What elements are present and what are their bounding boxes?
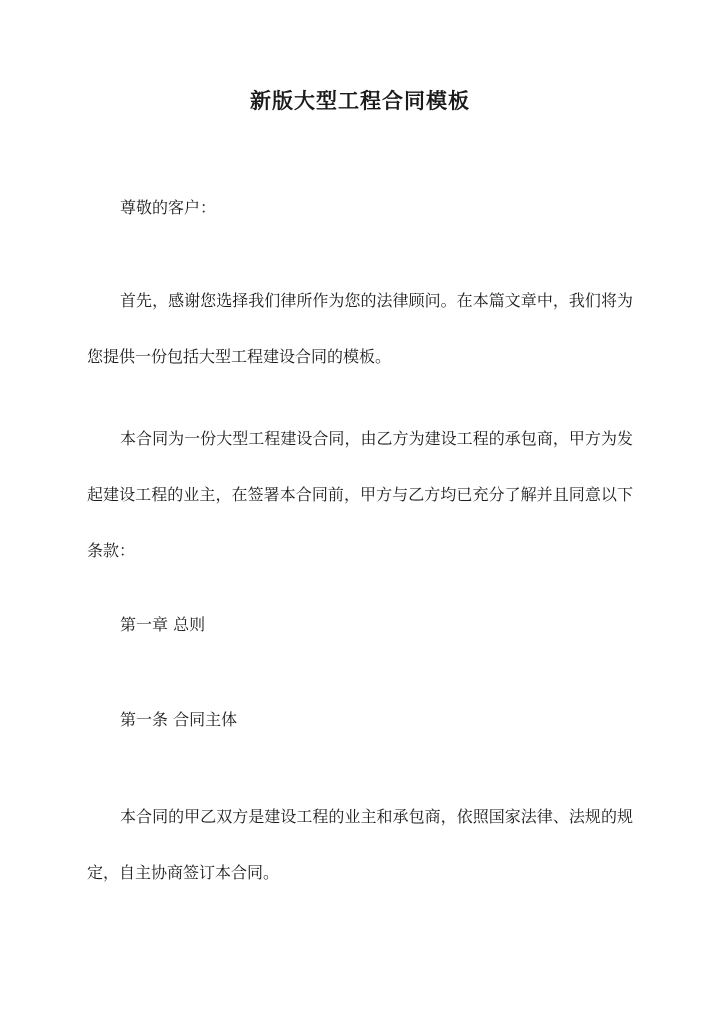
chapter-heading: 第一章 总则 <box>120 615 206 634</box>
article-body-paragraph: 本合同的甲乙双方是建设工程的业主和承包商，依照国家法律、法规的规定，自主协商签订本合同。 <box>87 807 633 882</box>
intro-paragraph: 首先，感谢您选择我们律所作为您的法律顾问。在本篇文章中，我们将为您提供一份包括大型工程建设合同的模板。 <box>87 291 633 366</box>
document-title: 新版大型工程合同模板 <box>250 88 470 113</box>
article-heading: 第一条 合同主体 <box>120 710 238 729</box>
overview-paragraph: 本合同为一份大型工程建设合同，由乙方为建设工程的承包商，甲方为发起建设工程的业主，在签署本合同前，甲方与乙方均已充分了解并且同意以下条款： <box>87 429 633 560</box>
salutation: 尊敬的客户： <box>120 198 217 217</box>
